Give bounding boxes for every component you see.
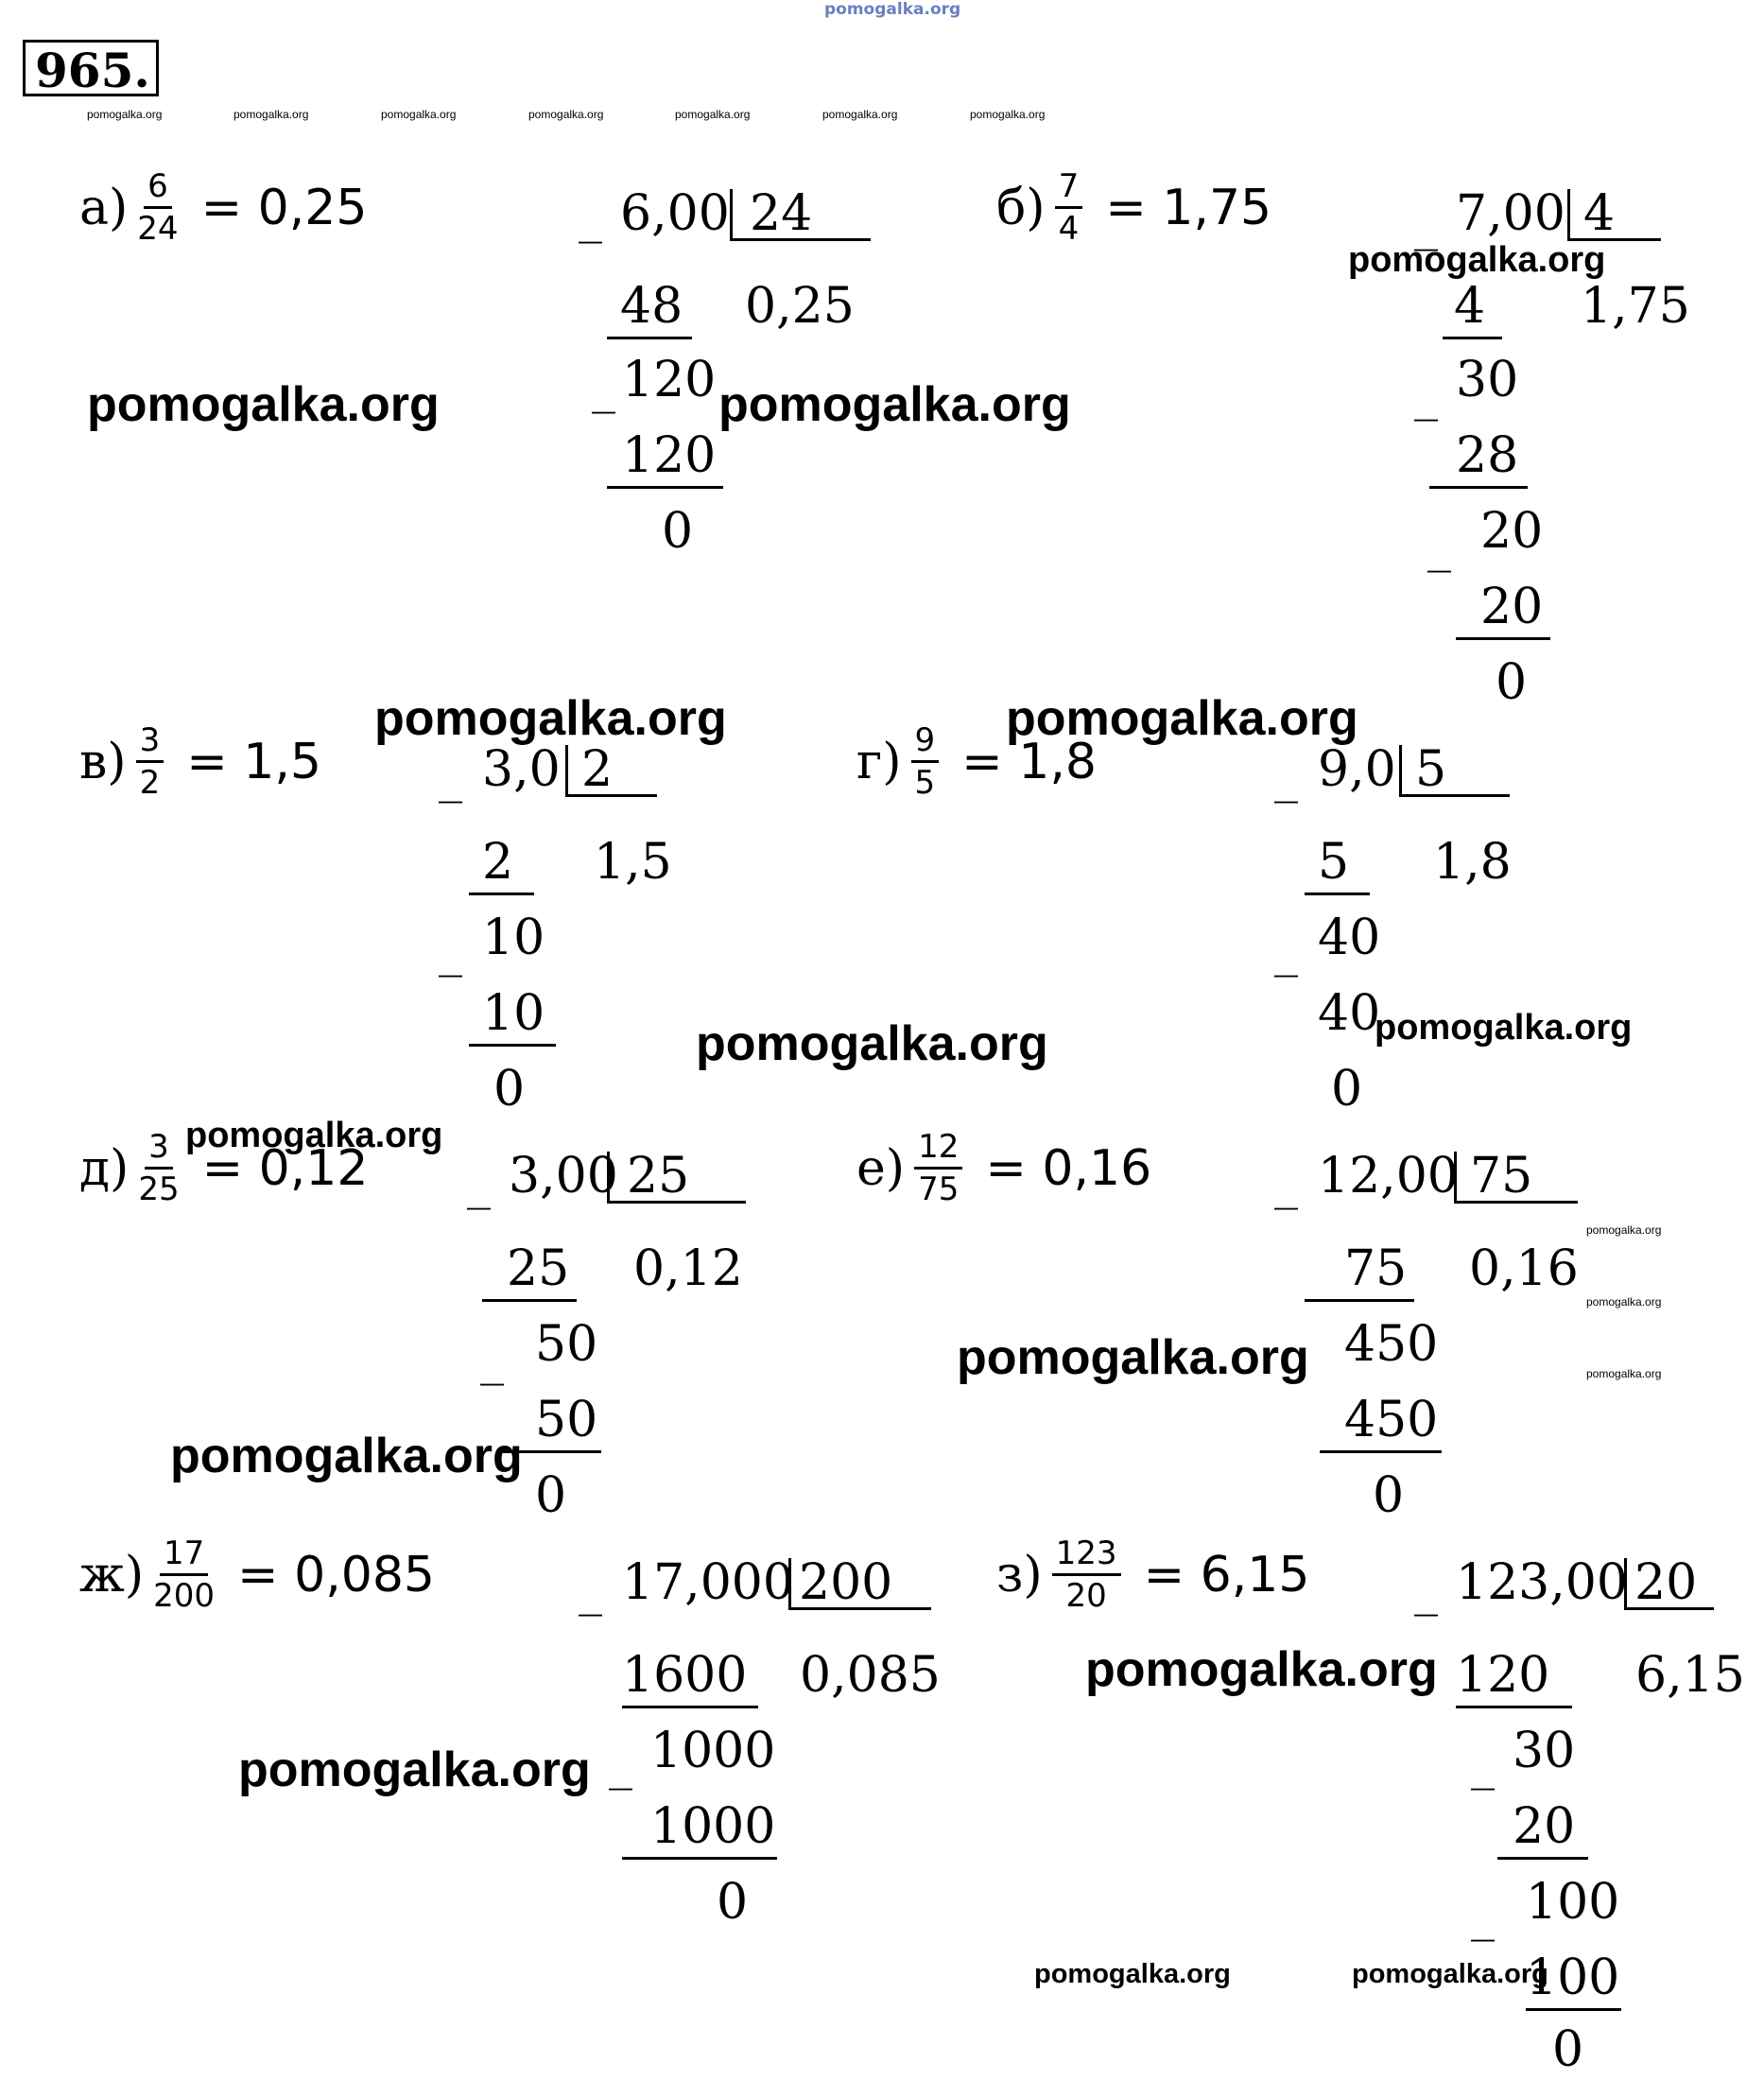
minus-sign: _ — [1471, 1887, 1495, 1942]
problem-v-result: = 1,5 — [186, 733, 321, 790]
problem-e-label: е) — [856, 1139, 906, 1197]
problem-z-dividend: 123,00 — [1456, 1554, 1628, 1611]
problem-a-divisor: 24 — [730, 189, 871, 241]
problem-b-step: 20 — [1456, 582, 1550, 640]
problem-a-step: 0 — [662, 503, 694, 560]
problem-e-step: 450 — [1344, 1316, 1439, 1373]
watermark: pomogalka.org — [1348, 240, 1606, 280]
watermark: pomogalka.org — [1375, 1008, 1633, 1048]
problem-v-step: 10 — [469, 989, 556, 1047]
problem-d-step: 50 — [535, 1316, 598, 1373]
watermark: pomogalka.org — [185, 1116, 443, 1155]
problem-d-result: = 0,12 — [201, 1139, 369, 1197]
watermark: pomogalka.org — [374, 691, 727, 746]
problem-a-step: 120 — [607, 431, 723, 489]
problem-b-label: б) — [996, 179, 1046, 236]
problem-v-step: 2 — [469, 838, 534, 895]
minus-sign: _ — [1427, 518, 1451, 573]
problem-e-divisor: 75 — [1454, 1152, 1578, 1204]
problem-g-dividend: 9,0 — [1318, 741, 1396, 798]
problem-a-dividend: 6,00 — [620, 185, 730, 242]
problem-e-dividend: 12,00 — [1318, 1148, 1459, 1205]
problem-zh-result: = 0,085 — [237, 1546, 435, 1603]
problem-g-label: г) — [856, 733, 902, 790]
minus-sign: _ — [579, 1562, 602, 1617]
problem-z-quotient: 6,15 — [1635, 1647, 1745, 1704]
problem-d-quotient: 0,12 — [633, 1240, 743, 1297]
problem-zh-step: 1600 — [622, 1651, 758, 1708]
problem-g-fraction: $\frac{9}{5}$ — [911, 724, 940, 799]
problem-z-step: 30 — [1513, 1723, 1576, 1779]
problem-e-equation — [856, 1128, 1152, 1208]
problem-zh-step: 0 — [717, 1874, 749, 1931]
watermark: pomogalka.org — [718, 377, 1071, 432]
minus-sign: _ — [1414, 367, 1438, 422]
problem-d-step: 25 — [482, 1244, 577, 1302]
problem-z-equation — [996, 1534, 1310, 1615]
watermark: pomogalka.org — [1085, 1642, 1438, 1697]
problem-zh-label: ж) — [79, 1546, 145, 1603]
watermark: pomogalka.org — [238, 1742, 591, 1797]
watermark: pomogalka.org — [1352, 1959, 1548, 1989]
problem-b-equation — [996, 167, 1272, 248]
problem-v-fraction: $\frac{3}{2}$ — [136, 724, 164, 799]
problem-v-divisor: 2 — [565, 745, 657, 797]
problem-a-quotient: 0,25 — [745, 278, 855, 335]
problem-z-step: 100 — [1526, 1953, 1621, 2011]
problem-z-label: з) — [996, 1546, 1043, 1603]
problem-e-result: = 0,16 — [985, 1139, 1152, 1197]
problem-v-equation — [79, 721, 321, 802]
problem-g-step: 40 — [1318, 910, 1381, 966]
problem-a-label: а) — [79, 179, 129, 236]
problem-zh-step: 1000 — [650, 1723, 776, 1779]
watermark-small: pomogalka.org — [822, 108, 898, 121]
problem-a-equation — [79, 167, 368, 248]
minus-sign: _ — [467, 1155, 491, 1210]
watermark-small: pomogalka.org — [675, 108, 751, 121]
watermark: pomogalka.org — [87, 377, 440, 432]
watermark-small: pomogalka.org — [970, 108, 1046, 121]
problem-a-fraction: $\frac{6}{24}$ — [137, 167, 179, 248]
problem-e-step: 75 — [1305, 1244, 1414, 1302]
problem-e-fraction: $\frac{12}{75}$ — [914, 1131, 962, 1205]
problem-e-step: 450 — [1320, 1395, 1442, 1453]
problem-b-fraction: $\frac{7}{4}$ — [1055, 170, 1083, 245]
problem-number: 965. — [23, 40, 159, 96]
watermark-small: pomogalka.org — [233, 108, 309, 121]
minus-sign: _ — [579, 189, 602, 244]
problem-zh-divisor: 200 — [788, 1558, 931, 1610]
problem-z-step: 120 — [1456, 1651, 1572, 1708]
watermark: pomogalka.org — [1034, 1959, 1231, 1989]
problem-g-step: 40 — [1318, 985, 1381, 1042]
problem-b-step: 0 — [1496, 654, 1528, 711]
minus-sign: _ — [439, 923, 462, 978]
problem-a-step: 48 — [607, 282, 692, 339]
minus-sign: _ — [480, 1331, 504, 1386]
problem-b-divisor: 4 — [1567, 189, 1661, 241]
problem-zh-dividend: 17,000 — [622, 1554, 794, 1611]
problem-z-step: 100 — [1526, 1874, 1620, 1931]
problem-v-label: в) — [79, 733, 127, 790]
problem-g-divisor: 5 — [1399, 745, 1510, 797]
problem-d-step: 0 — [535, 1467, 567, 1524]
watermark-small: pomogalka.org — [87, 108, 163, 121]
problem-a-step: 120 — [622, 352, 717, 408]
problem-z-divisor: 20 — [1624, 1558, 1714, 1610]
problem-b-step: 30 — [1456, 352, 1519, 408]
problem-g-quotient: 1,8 — [1433, 834, 1512, 891]
minus-sign: _ — [1274, 749, 1298, 804]
problem-b-step: 20 — [1480, 503, 1544, 560]
problem-d-label: д) — [79, 1139, 130, 1197]
problem-g-step: 0 — [1331, 1061, 1363, 1118]
problem-z-step: 20 — [1497, 1802, 1588, 1860]
problem-v-dividend: 3,0 — [482, 741, 561, 798]
minus-sign: _ — [1274, 1155, 1298, 1210]
watermark-small: pomogalka.org — [528, 108, 604, 121]
watermark-small: pomogalka.org — [381, 108, 457, 121]
problem-g-step: 5 — [1305, 838, 1370, 895]
problem-d-step: 50 — [497, 1395, 601, 1453]
problem-a-result: = 0,25 — [200, 179, 368, 236]
problem-b-dividend: 7,00 — [1456, 185, 1565, 242]
top-watermark: pomogalka.org — [824, 0, 961, 19]
problem-zh-fraction: $\frac{17}{200}$ — [153, 1534, 216, 1615]
watermark-small: pomogalka.org — [1586, 1295, 1662, 1309]
problem-d-divisor: 25 — [607, 1152, 746, 1204]
minus-sign: _ — [1274, 923, 1298, 978]
minus-sign: _ — [592, 359, 615, 414]
minus-sign: _ — [1414, 197, 1438, 251]
watermark: pomogalka.org — [170, 1429, 523, 1483]
problem-b-step: 28 — [1429, 431, 1528, 489]
problem-v-step: 0 — [493, 1061, 526, 1118]
watermark: pomogalka.org — [1006, 691, 1358, 746]
watermark-small: pomogalka.org — [1586, 1223, 1662, 1237]
problem-d-fraction: $\frac{3}{25}$ — [138, 1128, 180, 1208]
minus-sign: _ — [1414, 1562, 1438, 1617]
watermark: pomogalka.org — [696, 1016, 1048, 1071]
minus-sign: _ — [1471, 1736, 1495, 1791]
problem-b-result: = 1,75 — [1105, 179, 1272, 236]
minus-sign: _ — [609, 1736, 632, 1791]
problem-v-step: 10 — [482, 910, 545, 966]
problem-z-fraction: $\frac{123}{20}$ — [1052, 1537, 1121, 1612]
problem-d-dividend: 3,00 — [509, 1148, 618, 1205]
problem-zh-step: 1000 — [622, 1802, 777, 1860]
problem-b-quotient: 1,75 — [1581, 278, 1690, 335]
problem-z-step: 0 — [1552, 2021, 1584, 2078]
problem-e-step: 0 — [1373, 1467, 1405, 1524]
problem-g-result: = 1,8 — [961, 733, 1097, 790]
watermark-small: pomogalka.org — [1586, 1367, 1662, 1380]
problem-e-quotient: 0,16 — [1469, 1240, 1579, 1297]
problem-b-step: 4 — [1443, 282, 1502, 339]
watermark: pomogalka.org — [957, 1330, 1309, 1385]
problem-zh-equation — [79, 1534, 435, 1615]
problem-v-quotient: 1,5 — [594, 834, 672, 891]
problem-zh-quotient: 0,085 — [800, 1647, 941, 1704]
minus-sign: _ — [439, 749, 462, 804]
problem-z-result: = 6,15 — [1143, 1546, 1310, 1603]
